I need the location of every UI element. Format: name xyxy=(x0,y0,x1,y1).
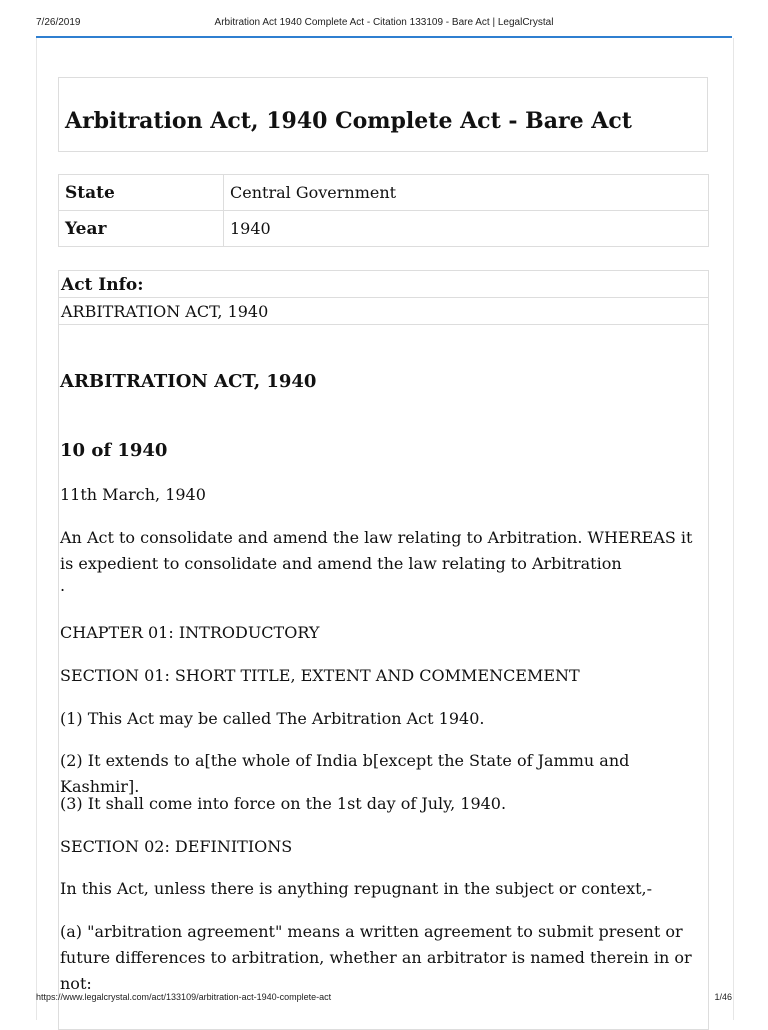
table-row xyxy=(59,211,709,247)
year-value: 1940 xyxy=(224,211,709,247)
title-box xyxy=(58,77,708,152)
act-heading: ARBITRATION ACT, 1940 xyxy=(60,371,317,392)
chapter-heading: CHAPTER 01: INTRODUCTORY xyxy=(60,623,320,642)
clause1-block xyxy=(60,706,708,732)
print-url: https://www.legalcrystal.com/act/133109/arbitration-act-1940-complete-act xyxy=(36,992,332,1002)
act-info-name-row xyxy=(59,297,708,325)
print-footer xyxy=(0,992,768,1016)
page-number: 1/46 xyxy=(714,992,732,1002)
act-number-block xyxy=(60,438,708,464)
section2-block xyxy=(60,834,708,860)
section1-heading: SECTION 01: SHORT TITLE, EXTENT AND COMMENCEMENT xyxy=(60,666,580,685)
year-label: Year xyxy=(59,211,224,247)
preamble-block xyxy=(60,525,708,595)
definitions-intro: In this Act, unless there is anything repugnant in the subject or context,- xyxy=(60,879,653,898)
clause3-block xyxy=(60,791,708,817)
act-info-name: ARBITRATION ACT, 1940 xyxy=(61,302,269,321)
page-title: Arbitration Act, 1940 Complete Act - Bare Act xyxy=(65,108,632,134)
section2-heading: SECTION 02: DEFINITIONS xyxy=(60,837,293,856)
act-info-label: Act Info: xyxy=(61,275,144,295)
info-table xyxy=(58,174,709,247)
preamble: An Act to consolidate and amend the law relating to Arbitration. WHEREAS it is expedient to consolidate and amend the law relating to Arbitration xyxy=(60,528,693,573)
defs-intro-block xyxy=(60,876,708,902)
state-value: Central Government xyxy=(224,175,709,211)
def-a-block xyxy=(60,919,708,997)
clause-1: (1) This Act may be called The Arbitration Act 1940. xyxy=(60,709,485,728)
act-date: 11th March, 1940 xyxy=(60,485,206,504)
clause-3: (3) It shall come into force on the 1st day of July, 1940. xyxy=(60,794,507,813)
print-date: 7/26/2019 xyxy=(36,17,81,28)
clause-2: (2) It extends to a[the whole of India b[except the State of Jammu and Kashmir]. xyxy=(60,751,630,796)
act-info-header xyxy=(59,271,708,297)
act-date-block xyxy=(60,482,708,508)
section1-block xyxy=(60,663,708,689)
act-number: 10 of 1940 xyxy=(60,440,168,461)
print-header xyxy=(0,0,768,28)
table-row xyxy=(59,175,709,211)
definition-a: (a) "arbitration agreement" means a written agreement to submit present or future differences to arbitration, whether an arbitrator is named therein in or not: xyxy=(60,922,692,993)
act-heading-block xyxy=(60,369,708,395)
state-label: State xyxy=(59,175,224,211)
preamble-dot: . xyxy=(60,576,66,595)
chapter-block xyxy=(60,620,708,646)
print-title: Arbitration Act 1940 Complete Act - Citation 133109 - Bare Act | LegalCrystal xyxy=(214,17,554,28)
